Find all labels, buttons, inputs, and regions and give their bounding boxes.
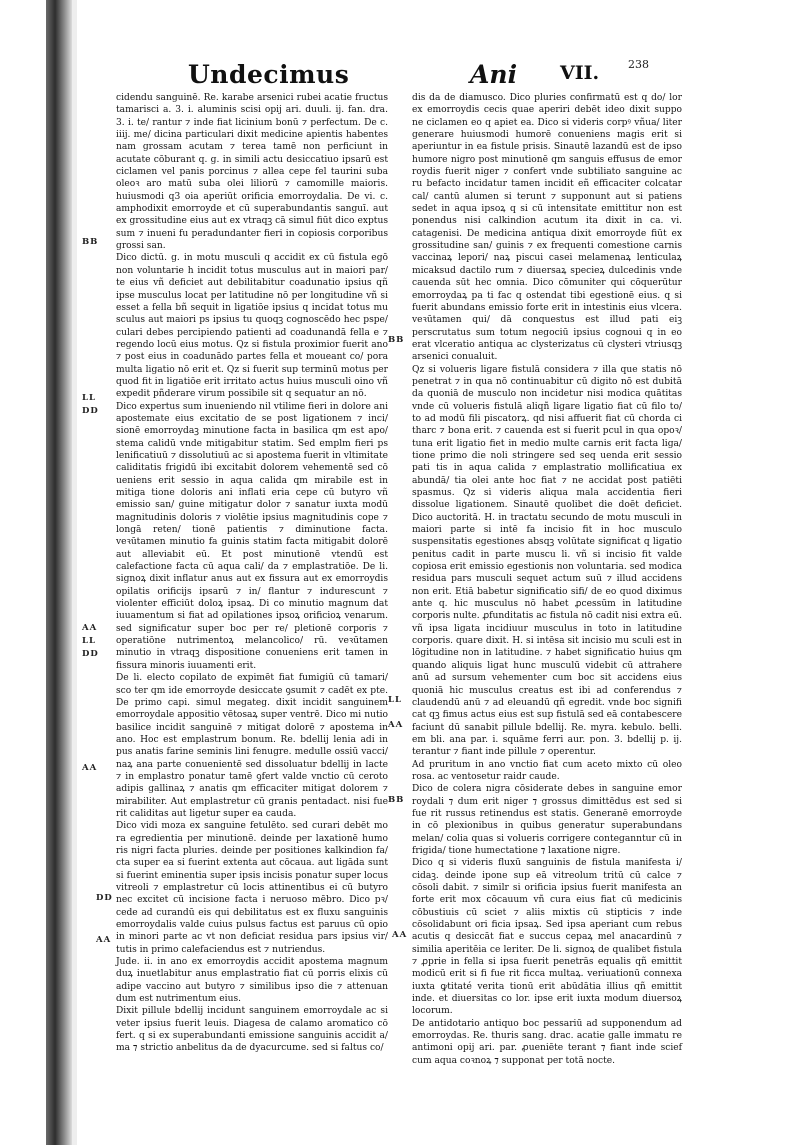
margin-mark: AA	[82, 763, 98, 773]
right-text-column	[412, 92, 682, 1067]
margin-mark: BB	[82, 237, 99, 247]
margin-mark: BB	[388, 795, 405, 805]
paragraph: De li. electo copilato de expimēt fiat fumigiū cū tamari/ sco ter qm ide emorroyde desiccate ꝯsumit ⁊ cadēt ex pte. De primo capi. simul megateg. dixit incidit sanguinem emorroydale appositio vētosaꝝ super ventrē. Dico mi nutio basilice incidit sanguinē ⁊ mitigat dolorē ⁊ apostema in ano. Hoc est emplastrum bonum. Re. bdellij lenia adi in pus anatis farine seminis lini fenugre. medulle ossiū vacci/ naꝝ ana parte conuenientē sed dissoluatur bdellij in lacte ⁊ in emplastro ponatur tamē ꝯfert valde vnctio cū ceroto adipis gallinaꝝ ⁊ anatis qm efficaciter mitigat dolorem ⁊ mirabiliter. Aut emplastretur cū granis pentadact. nisi fue rit caliditas aut ligetur super ea cauda.	[116, 673, 388, 819]
margin-mark: DD	[82, 406, 99, 416]
paragraph: Dico q si videris fluxū sanguinis de fistula manifesta i/ cidaꝫ. deinde ipone sup eā vitreolum tritū cū calce ⁊ cōsoli dabit. ⁊ similr si orificia ipsius fuerit manifesta an forte erit mox cōcauum vñ cura eius fiat cū medicinis cōbustiuis cū sciet ⁊ aliis mixtis cū stipticis ⁊ inde cōsolidabunt ori ficia ipsaꝝ. Sed ipsa aperiant cum rebus acutis q desiccāt fiat e succus cepaꝝ mel anacardinū ⁊ similia aperitēia ce leriter. De li. signoꝝ de qualibet fistula ⁊ ꝓprie in fella si ipsa fuerit penetrās equalis qñ emittit modicū erit si fi fue rit ficca multaꝝ. veriuationū connexa iuxta ꝙtitaté verita tionū erit abūdātia illius qñ emittit inde. et diuersitas co lor. ipse erit iuxta modum diuersoꝝ locorum.	[412, 858, 682, 1017]
margin-mark: DD	[82, 649, 99, 659]
paragraph: Dico de colera nigra cōsiderate debes in sanguine emor roydali ⁊ dum erit niger ⁊ grossus dimittēdus est sed si fue rit russus retinendus est statis. Generanē emorroyde in cō plexionibus in quibus generatur superabundans melan/ colia quas si volueris corrigere conteganntur cū in frigida/ tione humectatione ⁊ laxatione nigre.	[412, 784, 682, 856]
margin-mark: LL	[82, 393, 96, 403]
paragraph: Dico expertus sum inueniendo nil vtilime fieri in dolore ani apostemate eius excitatio de se post ligationem ⁊ inci/ sionē emorroydaꝫ minutione facta in basilica qm est apo/ stema calidū vnde mitigabitur statim. Sed emplm fieri ps lenificatiuū ⁊ dissolutiuū ac si apostema fuerit in vltimitate caliditatis frigidū ibi excitabit dolorem vehementē sed cō ueniens erit sessio in aqua calida qm mirabile est in mitiga tione doloris ani inflati eria cepe cū butyro vñ emissio san/ guine mitigatur dolor ⁊ sanatur iuxta modū magnitudinis doloris ⁊ violētie ipsius magnitudinis cope ⁊ longā reten/ tionē patientis ⁊ diminutione facta. veꝛūtamen minutio fa guinis statim facta mitigabit dolorē aut alleviabit eū. Et post minutionē vtendū est calefactione facta cū aqua cali/ da ⁊ emplastratiōe. De li. signoꝝ dixit inflatur anus aut ex fissura aut ex emorroydis opilatis orificijs ipsarū ⁊ in/ flantur ⁊ indurescunt ⁊ violenter efficiūt doloꝝ ipsaꝝ. Di co minutio magnum dat iuuamentum si fiat ad opilationes ipsoꝝ orificioꝝ venarum. sed significatur super boc per re/ pletionē corporis ⁊ operatiōne nutrimentoꝝ melancolico/ rū. veꝛūtamen minutio in vtraqꝫ dispositione conueniens erit tamen in fissura minoris iuuamenti erit.	[116, 401, 388, 671]
paragraph: De antidotario antiquo boc pessariū ad supponendum ad emorroydas. Re. thuris sang. drac. acatie galle immatu re antimoni opij ari. par. ꝓueniēte terant ⁊ fiant inde scief cum aqua coꝛnoꝝ ⁊ supponat per totā nocte.	[412, 1018, 682, 1066]
margin-mark: LL	[388, 695, 402, 705]
paragraph: Ad pruritum in ano vnctio fiat cum aceto mixto cū oleo rosa. ac ventosetur raidr caude.	[412, 759, 682, 782]
margin-mark: LL	[82, 636, 96, 646]
paragraph: cidendu sanguinē. Re. karabe arsenici rubei acatie fructus tamarisci a. 3. i. aluminis scisi opij ari. duuli. ij. fan. dra. 3. i. te/ rantur ⁊ inde fiat licinium bonū ⁊ perfectum. De c. iiij. me/ dicina particulari dixit medicine apientis habentes nam grossam acutam ⁊ terea tamē non perficiunt in acutate cōburant q. g. in simili actu desiccatiuo ipsarū est ciclamen vel panis porcinus ⁊ allea cepe fel taurini suba oleoꝛ aro matū suba olei liliorū ⁊ camomille maioris. huiusmodi q3 oia aperiūt orificia emorroydalia. De vi. c. amphodixit emorroyde et cū superabundantis sanguī. aut ex grossitudine eius aut ex vtraqꝫ cā simul fiūt dico exptus sum ⁊ inueni fu peradundanter fieri in copiosis corporibus grossi san.	[116, 93, 388, 252]
margin-mark: BB	[388, 335, 405, 345]
running-head-title: Undecimus	[188, 60, 350, 89]
page-gutter-shadow	[46, 0, 72, 1145]
folio-number: 238	[628, 58, 649, 71]
book-number: VII.	[560, 62, 600, 84]
paragraph: Dico dictū. g. in motu musculi q accidit ex cū fistula egō non voluntarie h incidit totus musculus aut in maiori par/ te eius vñ deficiet aut debilitabitur coadunatio ipsius qñ ipse musculus locat per latitudine nō per longitudine vñ si esset a fella bñ sequit in ligatiōe ipsius q incidat totus mu sculus aut maiori ps ipsius tu quoqꝫ cognoscēdo hec pspe/ culari debes percipiendo patienti ad coadunandā fella e ⁊ regendo locū eius motus. Qz si fistula proximior fuerit ano ⁊ post eius in coadunādo partes fella et moueant co/ pora multa ligatio nō erit et. Qz si fuerit sup terminū motus per quod fit in ligatiōe erit irritato actus huius musculi oino vñ expedit pñderare virum possibile sit q sequatur an nō.	[116, 253, 388, 400]
paragraph: Dixit pillule bdellij incidunt sanguinem emorroydale ac si veter ipsius fuerit leuis. Diagesa de calamo aromatico cō fert. q si ex superabundanti emissione sanguinis accidit a/ ma ⁊ strictio anbelitus da de dyacurcume. sed si faltus co/	[116, 1006, 388, 1054]
margin-mark: AA	[392, 930, 408, 940]
paragraph: Jude. ii. in ano ex emorroydis accidit apostema magnum duꝝ inuetlabitur anus emplastratio fiat cū porris elixis cū adipe vaccino aut butyro ⁊ similibus ipso die ⁊ attenuan dum est nutrimentum eius.	[116, 957, 388, 1005]
running-head-ani: Ani	[470, 60, 518, 89]
margin-mark: AA	[82, 623, 98, 633]
margin-mark: AA	[388, 720, 404, 730]
page-edge-highlight	[72, 0, 77, 1145]
paragraph: dis da de diamusco. Dico pluries confirmatū est q do/ lor ex emorroydis cecis quae aperiri debēt ideo dixit suppo ne ciclamen eo q apiet ea. Dico si videris corpꝰ vñua/ liter generare huiusmodi humorē conueniens magis erit si aperiuntur in ea fistule prisis. Sinautē lazandū est de ipso humore nigro post minutionē qm sanguis effusus de emor roydis fuerit niger ⁊ confert vnde subtiliato sanguine ac ru befacto incidatur tamen incidit eñ efficaciter colcatar cal/ cantū alumen si terunt ⁊ supponunt aut si patiens sedet in aqua ipsoꝝ q si cū intensitate emittitur non est ponendus nisi calkindion acutum ita dixit in ca. vi. catagenisi. De medicina antiqua dixit emorroyde fiūt ex grossitudine san/ guinis ⁊ ex frequenti comestione carnis vaccinaꝝ lepori/ naꝝ piscui casei melamenaꝝ lenticulaꝝ micaksud dactilo rum ⁊ diuersaꝝ specieꝝ dulcedinis vnde cauenda sūt hec omnia. Dico cōmuniter qui cōquerūtur emorroydaꝝ pa ti fac q ostendat tibi egestionē eius. q si fuerit abundans emissio forte erit in intestinis eius vlcera. veꝛūtamen qui/ dā conquestus est illud pati eiꝫ perscrutatus sum totum negociū ipsius cognoui q in eo erat vlceratio antiqua ac clysterizatus cū clysteri vtriusqꝫ arsenici conualuit.	[412, 93, 682, 363]
margin-mark: AA	[96, 935, 112, 945]
paragraph: Qz si volueris ligare fistulā considera ⁊ illa que statis nō penetrat ⁊ in qua nō continuabitur cū digito nō est dubitā da quoniā de musculo non incidetur nisi modica quātitas vnde cū volueris fistulā aliqñ ligare ligatio fiat cū filo to/ to ad modū fili piscatorꝝ. qd nisi affuerit fiat cū chorda ci tharc ⁊ bona erit. ⁊ cauenda est si fuerit pcul in qua opoꝛ/ tuna erit ligatio fiet in medio multe carnis erit facta liga/ tione primo die noli stringere sed seq uenda erit sessio pati tis in aqua calida ⁊ emplastratio mollificatiua ex abundā/ tia olei ante hoc fiat ⁊ ne accidat post patiēti spasmus. Qz si videris aliqua mala accidentia fieri dissolue ligationem. Sinautē quolibet die doēt deficiet. Dico auctoritā. H. in tractatu secundo de motu musculi in maiori parte si intē fa incisio fit in hoc musculo suspensitatis egestiones absqꝫ volūtate significat q ligatio penitus cadit in parte muscu li. vñ si incisio fit valde copiosa erit emissio egestionis non voluntaria. sed modica residua pars musculi sequet actum suū ⁊ illud accidens non erit. Etiā babetur significatio sifi/ de eo quod diximus ante q. hic musculus nō habet ꝓcessūm in latitudine corporis nulte. ꝓfunditatis ac fistula nō cadit nisi extra eū. vñ ipsa ligata incidiuur musculus in toto in latitudine corporis. quare dixit. H. si intēsa sit incisio mu sculi est in lōgitudine non in latitudine. ⁊ habet significatio huius qm quando aliquis ligat hunc musculū videbit cū attrahere anū ad sursum vehementer cum boc sit accidens eius quoniā hic musculus creatus est ibi ad conferendus ⁊ claudendū anū ⁊ ad eleuandū qñ egredit. vnde boc signifi cat qꝫ fimus actus eius est sup fistulā sed eā contabescere faciunt dū sanabit pillule bdellij. Re. myra. kebulo. belli. em bli. ana par. i. squāme ferri aur. pon. 3. bdellij p. ij. terantur ⁊ fiant inde pillule ⁊ operentur.	[412, 364, 682, 758]
left-text-column	[116, 92, 388, 1055]
paragraph: Dico vidi moza ex sanguine fetulēto. sed curari debēt mo ra egredientia per minutionē. deinde per laxationē humo ris nigri facta pluries. deinde per positiones kalkindion fa/ cta super ea si fuerint extenta aut cōcaua. aut ligāda sunt si fuerint eminentia super ipsis incisis ponatur super locus vitreoli ⁊ emplastretur cū locis attinentibus ei cū butyro nec excitet cū incisione facta i neruoso mēbro. Dico pꝛ/ cede ad curandū eis qui debilitatus est ex fluxu sanguinis emorroydalis valde cuius pulsus factus est paruus cū opio in minori parte ac vt non deficiat residua pars ipsius vir/ tutis in primo calefaciendus est ⁊ nutriendus.	[116, 821, 388, 955]
margin-mark: DD	[96, 893, 113, 903]
